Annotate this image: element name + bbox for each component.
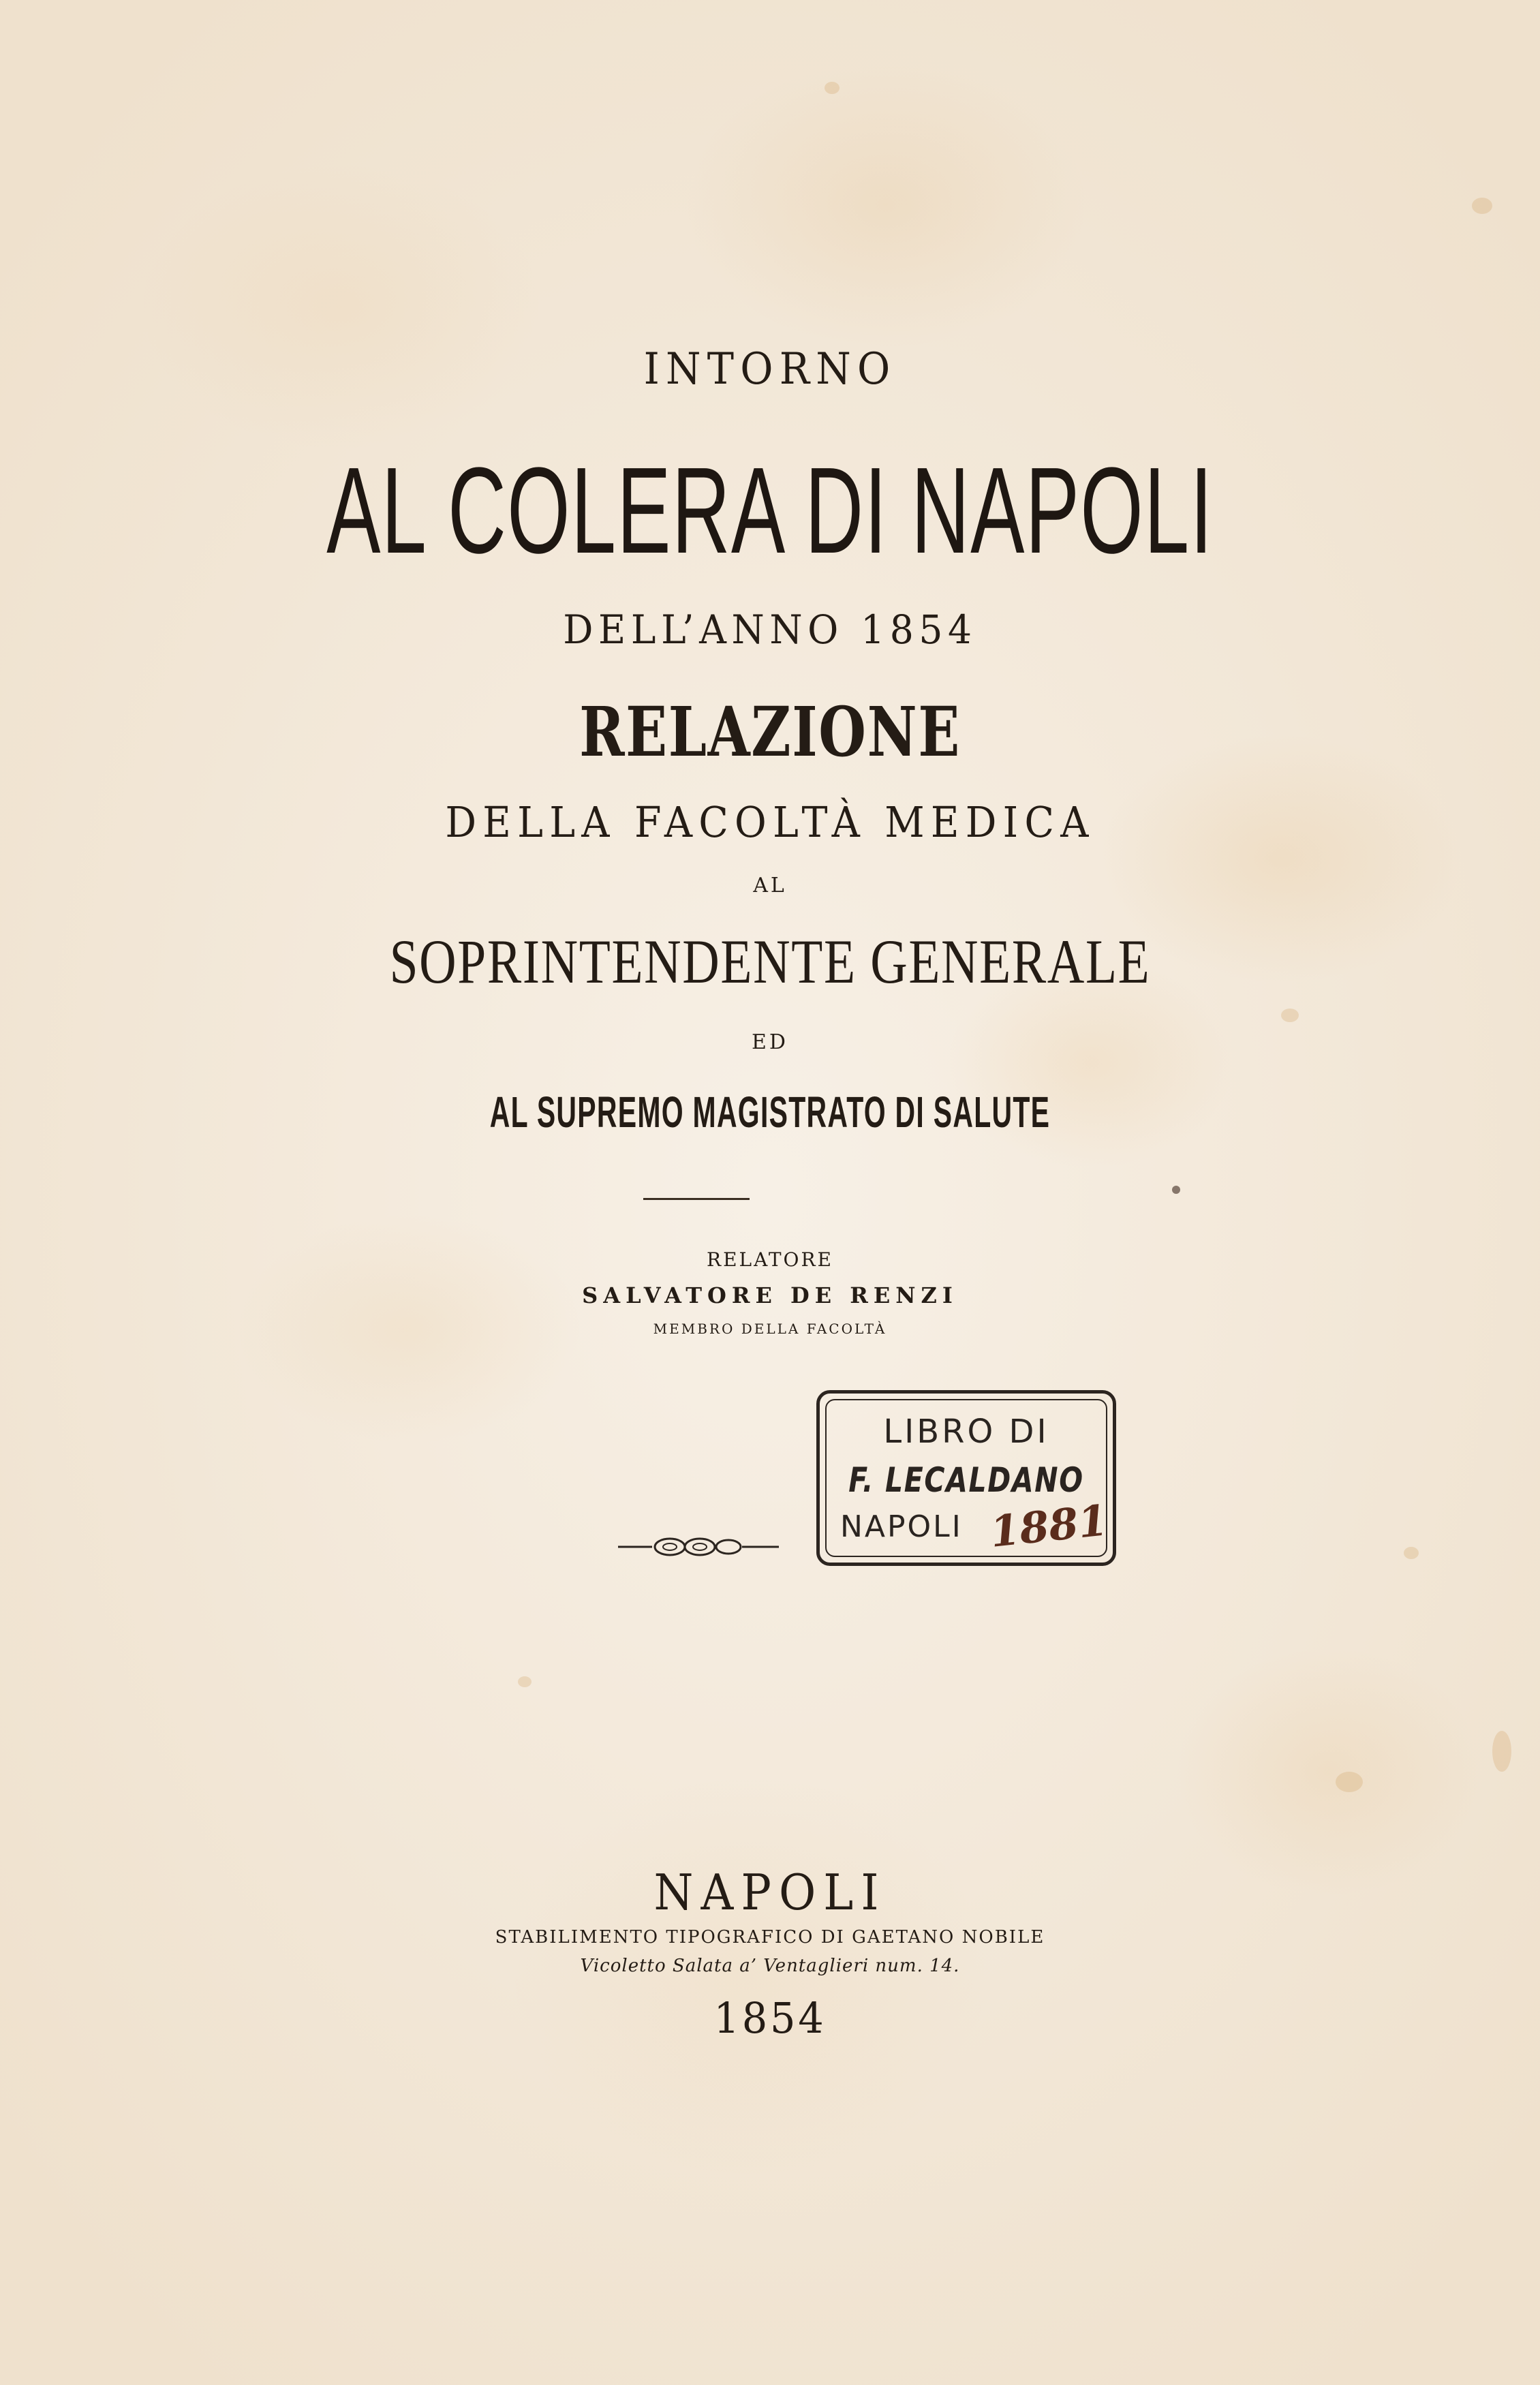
foxing-spot [1172,1186,1180,1194]
title-relazione: RELAZIONE [579,692,961,772]
stamp-handwritten-year: 1881 [987,1495,1110,1557]
main-title: AL COLERA DI NAPOLI [326,442,1214,579]
foxing-spot [1404,1547,1419,1559]
author-name: SALVATORE DE RENZI [582,1282,958,1308]
title-supremo: AL SUPREMO MAGISTRATO DI SALUTE [489,1088,1051,1137]
imprint-city: NAPOLI [653,1864,887,1921]
title-soprintendente: SOPRINTENDENTE GENERALE [389,927,1151,996]
foxing-spot [1472,198,1492,214]
title-facolta: DELLA FACOLTÀ MEDICA [445,797,1095,847]
ornament-flourish [617,1530,780,1564]
imprint-year: 1854 [713,1993,827,2043]
divider-rule [643,1198,750,1200]
foxing-spot [825,82,840,94]
stamp-line-1: LIBRO DI [883,1413,1049,1451]
title-year: DELL’ANNO 1854 [563,606,977,653]
imprint-printer: STABILIMENTO TIPOGRAFICO DI GAETANO NOBILE [495,1927,1045,1948]
foxing-spot [1492,1731,1511,1772]
title-intorno: INTORNO [643,344,897,395]
title-al: AL [753,874,787,897]
foxing-spot [518,1676,532,1687]
stamp-city: NAPOLI [840,1509,963,1544]
foxing-spot [1281,1009,1299,1022]
stamp-owner-name: F. LECALDANO [848,1460,1084,1500]
author-role: RELATORE [707,1248,833,1271]
title-ed: ED [752,1030,788,1054]
imprint-address: Vicoletto Salata a’ Ventaglieri num. 14. [580,1956,960,1976]
foxing-spot [1336,1772,1363,1792]
author-membership: MEMBRO DELLA FACOLTÀ [653,1321,887,1337]
ownership-stamp [816,1390,1116,1566]
